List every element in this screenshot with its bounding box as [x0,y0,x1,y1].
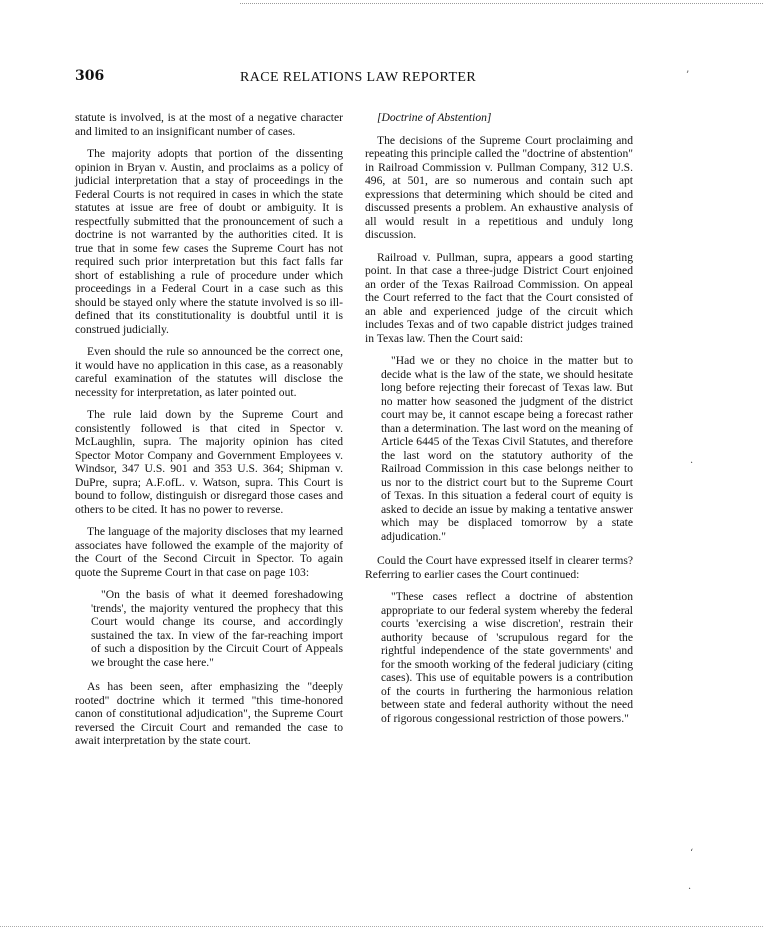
left-column [75,111,343,757]
top-dotted-rule [240,3,763,4]
bottom-dotted-rule [0,926,763,927]
scan-speck: · [688,884,692,895]
paragraph: The majority adopts that portion of the dissenting opinion in Bryan v. Austin, and proclaims as a policy of judicial interpretation that a stay of proceedings in the Federal Courts is not required in cases in which the state statutes at issue are free of doubt or ambiguity. It is respectfully submitted that the pronouncement of such a doctrine is not warranted by the authorities cited. It is true that in some few cases the Supreme Court has not required such prior interpretation but this fact falls far short of establishing a rule of procedure under which proceedings in a Federal Court in a case such as this should be stayed only where the statute involved is so ill-defined that its constitutionality is doubtful until it is construed judicially. [75,147,343,336]
scan-speck: ’ [686,70,690,81]
block-quote [381,354,633,543]
block-quote [381,590,633,725]
page-number: 306 [75,68,105,84]
paragraph: statute is involved, is at the most of a negative character and limited to an insignificant number of cases. [75,111,343,138]
paragraph: The decisions of the Supreme Court proclaiming and repeating this principle called the "doctrine of abstention" in Railroad Commission v. Pullman Company, 312 U.S. 496, at 501, are so numerous and contain such apt expressions that determining which should be cited and discussed presents a problem. An exhaustive analysis of all would result in a repetitious and unduly long discussion. [365,133,633,241]
running-head: RACE RELATIONS LAW REPORTER [240,70,477,85]
right-column [365,111,633,736]
scan-speck: · [690,458,694,469]
paragraph: Could the Court have expressed itself in clearer terms? Referring to earlier cases the Court continued: [365,554,633,581]
paragraph: Even should the rule so announced be the correct one, it would have no application in this case, as a reasonably careful examination of the statutes will disclose the necessity for interpretation, as later pointed out. [75,345,343,399]
paragraph: The language of the majority discloses that my learned associates have followed the example of the majority of the Court of the Second Circuit in Spector. To again quote the Supreme Court in that case on page 103: [75,525,343,579]
quote-text: "Had we or they no choice in the matter but to decide what is the law of the state, we should hesitate long before rejecting their forecast of Texas law. But no matter how seasoned the judgment of the district court may be, it cannot escape being a forecast rather than a determination. The last word on the meaning of Article 6445 of the Texas Civil Statutes, and therefore the last word on the statutory authority of the Railroad Commission in this case belongs neither to us nor to the district court but to the Supreme Court of Texas. In this situation a federal court of equity is asked to decide an issue by making a tentative answer which may be displaced tomorrow by a state adjudication." [381,354,633,543]
scan-speck: ‘ [690,848,694,859]
block-quote [91,588,343,669]
section-heading: [Doctrine of Abstention] [377,111,492,124]
paragraph: The rule laid down by the Supreme Court and consistently followed is that cited in Spector v. McLaughlin, supra. The majority opinion has cited Spector Motor Company and Government Employees v. Windsor, 347 U.S. 901 and 353 U.S. 364; Shipman v. DuPre, supra; A.F.ofL. v. Watson, supra. This Court is bound to follow, distinguish or disregard those cases and others to be cited. It has no power to reverse. [75,408,343,516]
paragraph: Railroad v. Pullman, supra, appears a good starting point. In that case a three-judge District Court enjoined an order of the Texas Railroad Commission. On appeal the Court referred to the fact that the Court consisted of an able and experienced judge of the circuit which includes Texas and of two capable district judges trained in Texas law. Then the Court said: [365,250,633,345]
quote-text: "On the basis of what it deemed foreshadowing 'trends', the majority ventured the prophecy that this Court would change its course, and accordingly sustained the tax. In view of the far-reaching import of such a disposition by the Circuit Court of Appeals we brought the case here." [91,588,343,669]
paragraph: As has been seen, after emphasizing the "deeply rooted" doctrine which it termed "this time-honored canon of constitutional adjudication", the Supreme Court reversed the Circuit Court and remanded the case to await interpretation by the state court. [75,680,343,747]
quote-text: "These cases reflect a doctrine of abstention appropriate to our federal system whereby the federal courts 'exercising a wise discretion', restrain their authority because of 'scrupulous regard for the rightful independence of the state governments' and for the smooth working of the federal judiciary (citing cases). This use of equitable powers is a contribution of the courts in furthering the harmonious relation between state and federal authority without the need of rigorous congessional restriction of those powers." [381,590,633,725]
